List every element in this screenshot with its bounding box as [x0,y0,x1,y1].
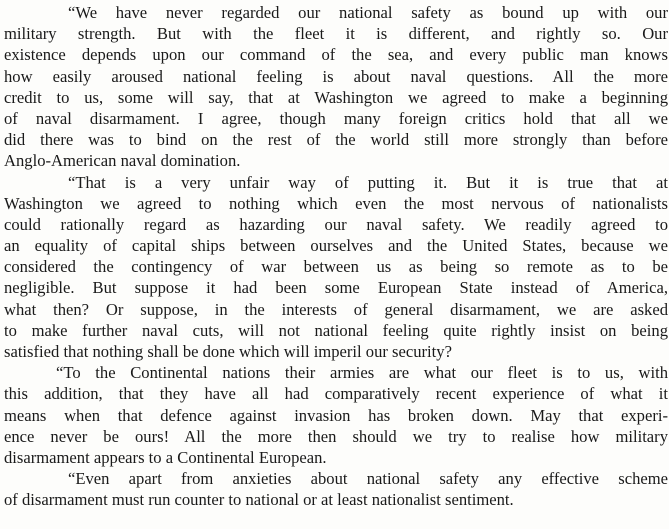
text-line: satisfied that nothing shall be done which will imperil our security? [4,342,452,361]
text-line: this addition, that they have all had comparatively recent experience of what it [4,384,668,404]
text-line: existence depends upon our command of the sea, and every public man knows [4,45,668,65]
paragraph-2 [4,172,668,363]
paragraph-4 [4,468,668,510]
text-line: of disarmament must run counter to national or at least nationalist sentiment. [4,490,514,510]
text-line: an equality of capital ships between ourselves and the United States, because we [4,236,668,256]
text-line: what then? Or suppose, in the interests of general disarmament, we are asked [4,299,668,319]
text-line: how easily aroused national feeling is about naval questions. All the more [4,66,668,86]
text-line: “We have never regarded our national safety as bound up with our [68,3,668,22]
document-body [4,2,668,511]
text-line: ence never be ours! All the more then should we try to realise how military [4,426,668,446]
text-line: disarmament appears to a Continental European. [4,447,327,467]
text-line: “That is a very unfair way of putting it. But it is true that at [68,172,668,192]
text-line: negligible. But suppose it had been some European State instead of America, [4,278,668,298]
text-line: could rationally regard as hazarding our naval safety. We readily agreed to [4,214,668,234]
text-line: credit to us, some will say, that at Washington we agreed to make a beginning [4,87,668,107]
text-line: Anglo-American naval domination. [4,151,241,171]
text-line: “Even apart from anxieties about national safety any effective scheme [68,469,668,489]
paragraph-1 [4,2,668,172]
text-line: “To the Continental nations their armies are what our fleet is to us, with [56,363,668,383]
text-line: of naval disarmament. I agree, though many foreign critics hold that all we [4,108,668,128]
text-line: did there was to bind on the rest of the world still more strongly than before [4,130,668,150]
text-line: means when that defence against invasion has broken down. May that experi- [4,405,668,425]
text-line: to make further naval cuts, will not national feeling quite rightly insist on being [4,320,668,340]
text-line: Washington we agreed to nothing which even the most nervous of nationalists [4,193,668,213]
text-line: considered the contingency of war between us as being so remote as to be [4,257,668,277]
text-line: military strength. But with the fleet it is different, and rightly so. Our [4,24,668,44]
paragraph-3 [4,362,668,468]
